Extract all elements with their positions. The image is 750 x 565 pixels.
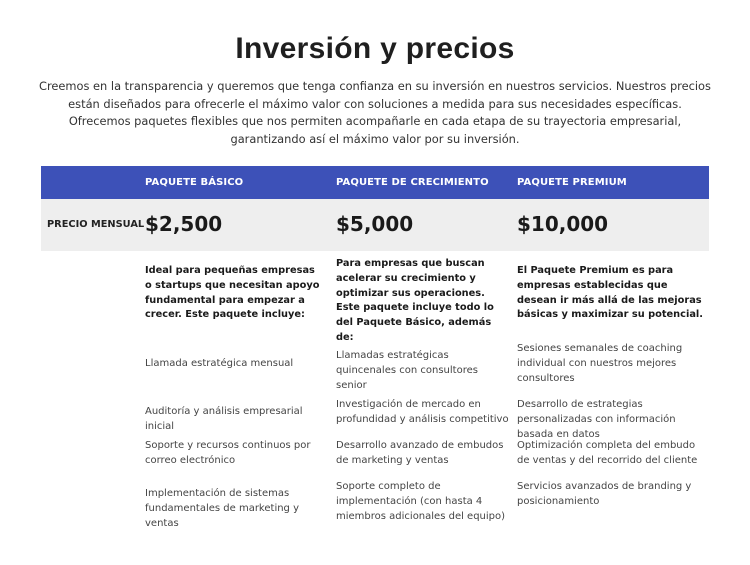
intro-paragraph: Creemos en la transparencia y queremos que tenga confianza en su inversión en nuestros servicios. Nuestros precios están diseñados para ofrecerle el máximo valor con soluciones a medida para sus necesidades específicas. Ofrecemos paquetes flexibles que nos permiten acompañarle en cada etapa de su trayectoria empresarial, garantizando así el máximo valor por su inversión. [39,79,711,146]
price-basic: $2,500 [145,212,223,236]
feature-basic-2: Auditoría y análisis empresarial inicial [145,406,303,432]
feature-growth-1: Llamadas estratégicas quincenales con consultores senior [336,350,478,391]
price-premium: $10,000 [517,212,609,236]
feature-premium-4: Servicios avanzados de branding y posicionamiento [517,481,692,507]
feature-growth-3: Desarrollo avanzado de embudos de marketing y ventas [336,440,504,466]
monthly-price-row [41,199,709,251]
feature-growth-2: Investigación de mercado en profundidad y análisis competitivo [336,399,509,425]
header-premium-package: PAQUETE PREMIUM [517,177,627,188]
feature-premium-2: Desarrollo de estrategias personalizadas con información basada en datos [517,399,676,440]
pricing-table [41,166,709,529]
description-growth: Para empresas que buscan acelerar su crecimiento y optimizar sus operaciones. Este paquete incluye todo lo del Paquete Básico, además de: [336,258,494,343]
feature-basic-3: Soporte y recursos continuos por correo electrónico [145,440,311,466]
feature-premium-1: Sesiones semanales de coaching individual con nuestros mejores consultores [517,343,683,384]
page-title: Inversión y precios [235,32,515,65]
feature-basic-4: Implementación de sistemas fundamentales de marketing y ventas [145,488,299,529]
header-basic-package: PAQUETE BÁSICO [145,177,244,188]
description-basic: Ideal para pequeñas empresas o startups que necesitan apoyo fundamental para empezar a crecer. Este paquete incluye: [145,265,320,321]
table-header-row [41,166,709,199]
header-growth-package: PAQUETE DE CRECIMIENTO [336,177,489,188]
feature-basic-1: Llamada estratégica mensual [145,358,294,369]
description-premium: El Paquete Premium es para empresas establecidas que desean ir más allá de las mejoras básicas y maximizar su potencial. [517,265,704,321]
feature-growth-4: Soporte completo de implementación (con hasta 4 miembros adicionales del equipo) [336,481,506,522]
feature-premium-3: Optimización completa del embudo de ventas y del recorrido del cliente [517,440,698,466]
monthly-price-label: PRECIO MENSUAL [47,219,145,230]
price-growth: $5,000 [336,212,414,236]
